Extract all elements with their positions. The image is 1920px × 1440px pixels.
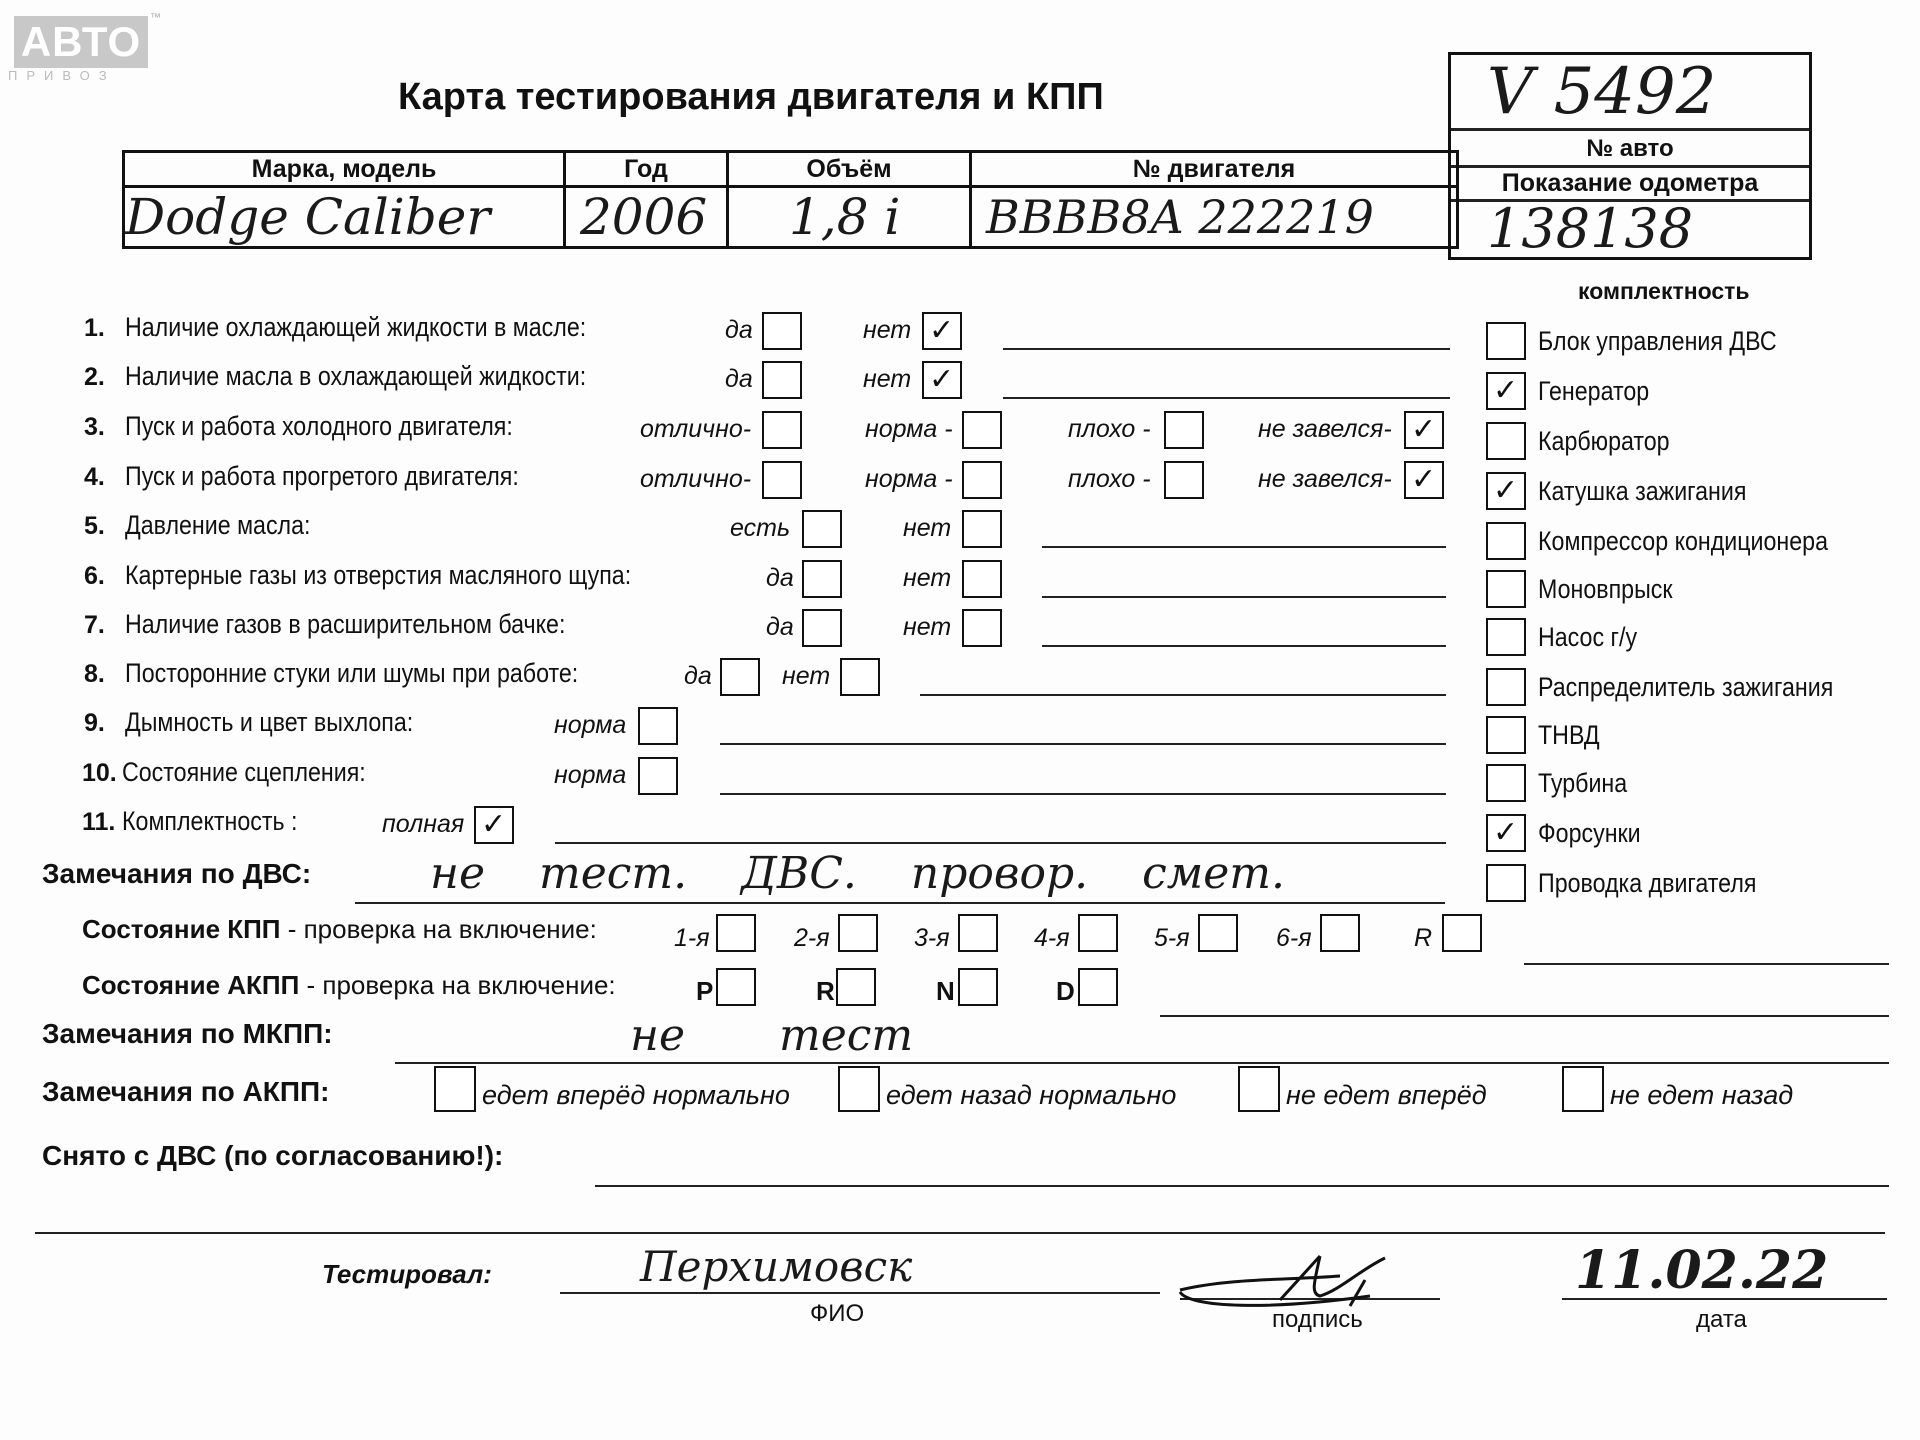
check-mark-icon: ✓ — [1411, 412, 1437, 447]
auto-remark-label: едет вперёд нормально — [482, 1080, 790, 1110]
gear-checkbox[interactable] — [1078, 914, 1118, 952]
question-number: 11. — [82, 808, 116, 836]
option-label: нет — [903, 564, 952, 592]
option-label: не завелся- — [1258, 465, 1392, 493]
gear-label: R — [816, 976, 835, 1006]
header-year: Год — [565, 152, 728, 187]
check-mark-icon: ✓ — [1411, 462, 1437, 497]
gear-label: D — [1056, 976, 1075, 1006]
option-checkbox[interactable] — [922, 361, 962, 399]
completeness-item: Карбюратор — [1538, 426, 1670, 456]
option-checkbox[interactable] — [1404, 411, 1444, 449]
option-label: есть — [730, 514, 791, 542]
question-number: 4. — [84, 463, 105, 491]
completeness-checkbox[interactable] — [1486, 372, 1526, 410]
auto-remark-label: не едет вперёд — [1286, 1080, 1487, 1110]
completeness-item: Насос г/у — [1538, 622, 1638, 652]
completeness-checkbox[interactable] — [1486, 570, 1526, 608]
check-mark-icon: ✓ — [1493, 815, 1519, 850]
option-checkbox[interactable] — [802, 609, 842, 647]
removed-label: Снято с ДВС (по согласованию!): — [42, 1140, 504, 1171]
question-text: Состояние сцепления: — [122, 757, 366, 787]
date-label: дата — [1696, 1306, 1747, 1333]
option-checkbox[interactable] — [962, 609, 1002, 647]
option-checkbox[interactable] — [840, 658, 880, 696]
option-checkbox[interactable] — [474, 806, 514, 844]
question-text: Комплектность : — [122, 806, 298, 836]
option-label: нет — [903, 613, 952, 641]
option-label: нет — [782, 662, 831, 690]
gear-checkbox[interactable] — [1198, 914, 1238, 952]
option-label: отлично- — [640, 465, 752, 493]
gear-label: R — [1414, 924, 1433, 952]
completeness-item: Моновпрыск — [1538, 574, 1673, 604]
removed-line — [595, 1185, 1889, 1187]
separator-line — [35, 1232, 1885, 1234]
manual-gearbox-label-rest: - проверка на включение: — [280, 914, 597, 944]
question-number: 2. — [84, 363, 105, 391]
odometer-header: Показание одометра — [1501, 169, 1759, 197]
gear-label: 1-я — [674, 924, 710, 952]
option-label: да — [766, 564, 794, 592]
question-text: Пуск и работа прогретого двигателя: — [125, 461, 519, 491]
cell-volume — [728, 187, 971, 248]
manual-gearbox-line — [1524, 963, 1889, 965]
engine-remarks-line — [355, 902, 1445, 904]
engine-no-value: BBBB8A 222219 — [986, 190, 1374, 244]
completeness-checkbox[interactable] — [1486, 422, 1526, 460]
option-label: нет — [863, 365, 912, 393]
logo-tm: ™ — [150, 12, 161, 24]
option-checkbox[interactable] — [1164, 411, 1204, 449]
completeness-item: Компрессор кондиционера — [1538, 526, 1828, 556]
answer-line — [720, 793, 1446, 795]
completeness-checkbox[interactable] — [1486, 618, 1526, 656]
question-number: 6. — [84, 562, 105, 590]
cell-year — [565, 187, 728, 248]
answer-line — [1003, 397, 1450, 399]
manual-gearbox-label-bold: Состояние КПП — [82, 914, 281, 944]
car-number-value: V 5492 — [1487, 55, 1717, 129]
engine-remarks-label: Замечания по ДВС: — [42, 858, 312, 889]
check-mark-icon: ✓ — [1493, 473, 1519, 508]
logo — [14, 16, 148, 68]
gear-checkbox[interactable] — [1078, 968, 1118, 1006]
engine-remarks-value: не тест. ДВС. провор. смет. — [430, 848, 1285, 899]
auto-remark-label: едет назад нормально — [886, 1080, 1177, 1110]
check-mark-icon: ✓ — [481, 807, 507, 842]
auto-remark-label: не едет назад — [1610, 1080, 1794, 1110]
gear-label: P — [696, 976, 714, 1006]
completeness-item: Блок управления ДВС — [1538, 326, 1777, 356]
option-label: норма - — [865, 465, 953, 493]
header-volume: Объём — [728, 152, 971, 187]
option-label: норма — [554, 711, 627, 739]
manual-remarks-label: Замечания по МКПП: — [42, 1018, 333, 1049]
gear-label: N — [936, 976, 955, 1006]
question-number: 3. — [84, 413, 105, 441]
option-label: плохо - — [1068, 465, 1151, 493]
completeness-checkbox[interactable] — [1486, 764, 1526, 802]
answer-line — [1042, 596, 1446, 598]
option-checkbox[interactable] — [720, 658, 760, 696]
question-text: Посторонние стуки или шумы при работе: — [125, 658, 579, 688]
answer-line — [1003, 348, 1450, 350]
option-label: нет — [863, 316, 912, 344]
question-number: 9. — [84, 709, 105, 737]
gear-checkbox[interactable] — [836, 968, 876, 1006]
gear-label: 3-я — [914, 924, 950, 952]
page-title: Карта тестирования двигателя и КПП — [398, 76, 1104, 118]
auto-remark-checkbox[interactable] — [1562, 1066, 1604, 1112]
completeness-item: Катушка зажигания — [1538, 476, 1747, 506]
tested-by-label: Тестировал: — [322, 1259, 492, 1289]
gear-label: 4-я — [1034, 924, 1070, 952]
question-number: 5. — [84, 512, 105, 540]
completeness-item: Турбина — [1538, 768, 1628, 798]
question-text: Наличие газов в расширительном бачке: — [125, 609, 566, 639]
fio-line — [560, 1292, 1160, 1294]
logo-subtext: ПРИВОЗ — [8, 68, 116, 83]
gear-checkbox[interactable] — [716, 968, 756, 1006]
option-checkbox[interactable] — [762, 361, 802, 399]
gear-checkbox[interactable] — [838, 914, 878, 952]
option-checkbox[interactable] — [638, 757, 678, 795]
completeness-checkbox[interactable] — [1486, 322, 1526, 360]
option-label: норма — [554, 761, 627, 789]
option-checkbox[interactable] — [802, 560, 842, 598]
answer-line — [720, 743, 1446, 745]
option-checkbox[interactable] — [1404, 461, 1444, 499]
header-engine-no: № двигателя — [971, 152, 1458, 187]
completeness-title: комплектность — [1578, 278, 1750, 304]
answer-line — [1042, 645, 1446, 647]
completeness-item: Генератор — [1538, 376, 1650, 406]
option-checkbox[interactable] — [1164, 461, 1204, 499]
auto-gearbox-label-rest: - проверка на включение: — [299, 970, 616, 1000]
option-label: да — [766, 613, 794, 641]
completeness-item: Распределитель зажигания — [1538, 672, 1834, 702]
check-mark-icon: ✓ — [1493, 373, 1519, 408]
completeness-item: ТНВД — [1538, 720, 1600, 750]
completeness-item: Проводка двигателя — [1538, 868, 1757, 898]
car-number-label: № авто — [1586, 135, 1674, 162]
completeness-checkbox[interactable] — [1486, 864, 1526, 902]
option-checkbox[interactable] — [962, 461, 1002, 499]
odometer-value: 138138 — [1487, 197, 1694, 260]
question-number: 8. — [84, 660, 105, 688]
option-label: плохо - — [1068, 415, 1151, 443]
option-checkbox[interactable] — [762, 461, 802, 499]
gear-checkbox[interactable] — [716, 914, 756, 952]
question-number: 7. — [84, 611, 105, 639]
option-label: полная — [382, 810, 465, 838]
manual-remarks-line — [395, 1062, 1889, 1064]
fio-value: Перхимовск — [640, 1242, 913, 1291]
question-text: Картерные газы из отверстия масляного щупа: — [125, 560, 632, 590]
check-mark-icon: ✓ — [929, 313, 955, 348]
question-number: 1. — [84, 314, 105, 342]
answer-line — [920, 694, 1446, 696]
question-text: Дымность и цвет выхлопа: — [125, 707, 414, 737]
completeness-checkbox[interactable] — [1486, 522, 1526, 560]
option-label: да — [684, 662, 712, 690]
gear-checkbox[interactable] — [958, 914, 998, 952]
signature-label: подпись — [1272, 1306, 1363, 1333]
completeness-checkbox[interactable] — [1486, 472, 1526, 510]
option-checkbox[interactable] — [638, 707, 678, 745]
cell-engine-no — [971, 187, 1458, 248]
completeness-checkbox[interactable] — [1486, 814, 1526, 852]
question-number: 10. — [82, 759, 117, 787]
gear-label: 2-я — [794, 924, 830, 952]
option-checkbox[interactable] — [962, 411, 1002, 449]
question-text: Пуск и работа холодного двигателя: — [125, 411, 513, 441]
manual-gearbox-label — [82, 914, 597, 945]
option-label: нет — [903, 514, 952, 542]
option-checkbox[interactable] — [922, 312, 962, 350]
option-checkbox[interactable] — [802, 510, 842, 548]
gear-label: 6-я — [1276, 924, 1312, 952]
question-text: Давление масла: — [125, 510, 311, 540]
question-text: Наличие охлаждающей жидкости в масле: — [125, 312, 587, 342]
option-checkbox[interactable] — [762, 312, 802, 350]
auto-remark-checkbox[interactable] — [1238, 1066, 1280, 1112]
gear-label: 5-я — [1154, 924, 1190, 952]
completeness-item: Форсунки — [1538, 818, 1641, 848]
auto-remark-checkbox[interactable] — [434, 1066, 476, 1112]
auto-gearbox-line — [1160, 1015, 1889, 1017]
gear-checkbox[interactable] — [1320, 914, 1360, 952]
auto-remarks-label: Замечания по АКПП: — [42, 1076, 330, 1107]
answer-line — [1042, 546, 1446, 548]
manual-remarks-value: не тест — [630, 1010, 914, 1061]
logo-text: АВТО — [20, 18, 142, 65]
option-checkbox[interactable] — [962, 510, 1002, 548]
fio-label: ФИО — [810, 1300, 865, 1327]
completeness-checkbox[interactable] — [1486, 668, 1526, 706]
vehicle-table — [122, 150, 1459, 249]
volume-value: 1,8 i — [789, 188, 901, 246]
option-checkbox[interactable] — [962, 560, 1002, 598]
car-number-box — [1448, 52, 1812, 260]
auto-gearbox-label — [82, 970, 616, 1001]
header-model: Марка, модель — [124, 152, 565, 187]
option-label: да — [725, 316, 753, 344]
model-value: Dodge Caliber — [125, 188, 491, 246]
answer-line — [555, 842, 1446, 844]
option-label: не завелся- — [1258, 415, 1392, 443]
gear-checkbox[interactable] — [1442, 914, 1482, 952]
check-mark-icon: ✓ — [929, 362, 955, 397]
date-value: 11.02.22 — [1575, 1240, 1829, 1301]
question-text: Наличие масла в охлаждающей жидкости: — [125, 361, 587, 391]
auto-remark-checkbox[interactable] — [838, 1066, 880, 1112]
option-label: да — [725, 365, 753, 393]
option-label: отлично- — [640, 415, 752, 443]
year-value: 2006 — [580, 188, 708, 246]
gear-checkbox[interactable] — [958, 968, 998, 1006]
cell-model — [124, 187, 565, 248]
option-label: норма - — [865, 415, 953, 443]
completeness-checkbox[interactable] — [1486, 716, 1526, 754]
auto-gearbox-label-bold: Состояние АКПП — [82, 970, 300, 1000]
option-checkbox[interactable] — [762, 411, 802, 449]
